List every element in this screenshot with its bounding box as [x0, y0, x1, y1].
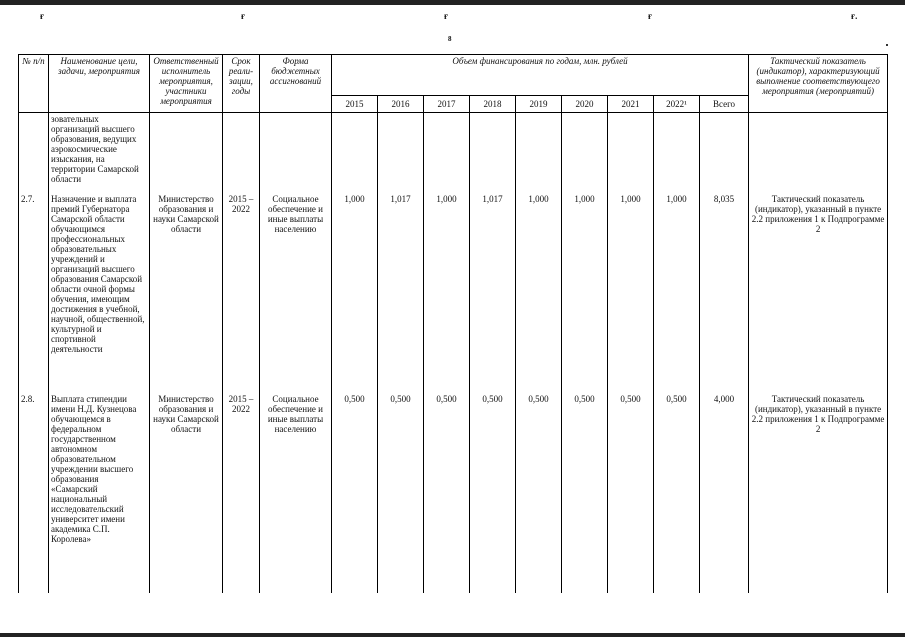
header-indicator: Тактический показатель (индикатор), характеризующий выполнение соответствующего мероприятия (мероприятий)	[749, 55, 888, 113]
table-row	[19, 193, 888, 393]
header-form: Форма бюджетных ассигнований	[260, 55, 332, 113]
row-term: 2015 – 2022	[223, 393, 260, 593]
year-2015: 2015	[332, 96, 378, 113]
row-value: 0,500	[562, 393, 608, 593]
row-value: 0,500	[378, 393, 424, 593]
row-value: 1,000	[562, 193, 608, 393]
row-value	[654, 113, 700, 193]
scan-mark: ғ	[648, 11, 653, 21]
header-responsible: Ответственный исполнитель мероприятия, участники мероприятия	[150, 55, 223, 113]
year-2019: 2019	[516, 96, 562, 113]
row-form: Социальное обеспечение и иные выплаты населению	[260, 393, 332, 593]
row-value: 1,000	[654, 193, 700, 393]
page-number: 8	[448, 35, 452, 43]
row-name: Назначение и выплата премий Губернатора Самарской области обучающимся профессиональных образовательных учреждений и организаций высшего образования Самарской области очной формы обучения, имеющим достижения в учебной, научной, общественной, культурной и спортивной деятельности	[49, 193, 150, 393]
header-name: Наименование цели, задачи, мероприятия	[49, 55, 150, 113]
row-responsible	[150, 113, 223, 193]
row-value	[608, 113, 654, 193]
row-value: 0,500	[332, 393, 378, 593]
row-value	[378, 113, 424, 193]
year-2021: 2021	[608, 96, 654, 113]
row-value: 1,017	[470, 193, 516, 393]
row-no: 2.7.	[19, 193, 49, 393]
row-value	[516, 113, 562, 193]
scan-mark: ғ.	[851, 11, 858, 21]
row-value: 0,500	[608, 393, 654, 593]
row-responsible: Министерство образования и науки Самарской области	[150, 393, 223, 593]
scan-dot	[886, 44, 888, 46]
funding-table	[18, 54, 888, 593]
row-no: 2.8.	[19, 393, 49, 593]
row-name: зовательных организаций высшего образования, ведущих аэрокосмические изыскания, на территории Самарской области	[49, 113, 150, 193]
year-2017: 2017	[424, 96, 470, 113]
year-2018: 2018	[470, 96, 516, 113]
scan-mark: ғ	[241, 11, 246, 21]
row-form: Социальное обеспечение и иные выплаты населению	[260, 193, 332, 393]
row-name: Выплата стипендии имени Н.Д. Кузнецова обучающемся в федеральном государственном автономном образовательном учреждении высшего образования «Самарский национальный исследовательский университет имени академика С.П. Королева»	[49, 393, 150, 593]
row-value	[424, 113, 470, 193]
row-value: 0,500	[424, 393, 470, 593]
row-value: 8,035	[700, 193, 749, 393]
row-responsible: Министерство образования и науки Самарской области	[150, 193, 223, 393]
header-row	[19, 55, 888, 96]
row-indicator	[749, 113, 888, 193]
year-2016: 2016	[378, 96, 424, 113]
row-value	[700, 113, 749, 193]
year-total: Всего	[700, 96, 749, 113]
bottom-border	[0, 633, 905, 637]
row-indicator: Тактический показатель (индикатор), указанный в пункте 2.2 приложения 1 к Подпрограмме 2	[749, 393, 888, 593]
row-value	[332, 113, 378, 193]
row-value	[470, 113, 516, 193]
row-form	[260, 113, 332, 193]
header-funding: Объем финансирования по годам, млн. рублей	[332, 55, 749, 96]
row-value: 1,000	[424, 193, 470, 393]
row-no	[19, 113, 49, 193]
row-value	[562, 113, 608, 193]
row-value: 1,000	[332, 193, 378, 393]
row-value: 0,500	[470, 393, 516, 593]
table-row	[19, 113, 888, 193]
row-term	[223, 113, 260, 193]
row-value: 4,000	[700, 393, 749, 593]
top-border	[0, 0, 905, 5]
row-indicator: Тактический показатель (индикатор), указанный в пункте 2.2 приложения 1 к Подпрограмме 2	[749, 193, 888, 393]
row-value: 1,000	[516, 193, 562, 393]
header-term: Срок реали-зации, годы	[223, 55, 260, 113]
scan-mark: ғ	[40, 11, 45, 21]
year-2020: 2020	[562, 96, 608, 113]
year-2022: 2022¹	[654, 96, 700, 113]
row-value: 1,000	[608, 193, 654, 393]
header-no: № п/п	[19, 55, 49, 113]
row-term: 2015 – 2022	[223, 193, 260, 393]
row-value: 0,500	[654, 393, 700, 593]
scan-mark: ғ	[444, 11, 449, 21]
table-row	[19, 393, 888, 593]
row-value: 0,500	[516, 393, 562, 593]
row-value: 1,017	[378, 193, 424, 393]
